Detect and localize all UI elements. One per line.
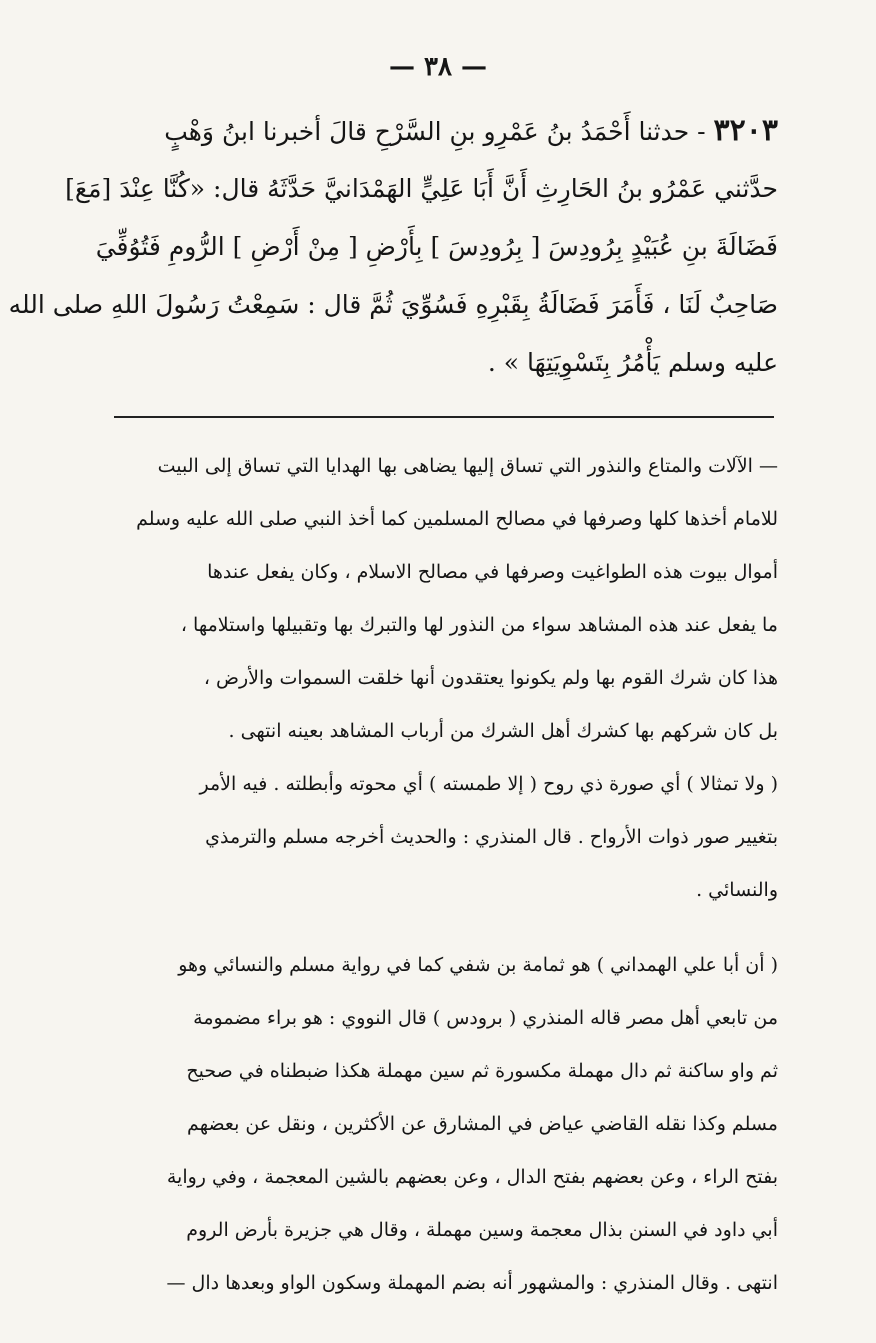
hadith-line: حدَّثني عَمْرُو بنُ الحَارِثِ أَنَّ أَبَا عَلِيٍّ الهَمْدَانيَّ حَدَّثَهُ قال: «كُنَّا عِنْدَ [مَعَ] xyxy=(65,174,778,203)
commentary-line: ( أن أبا علي الهمداني ) هو ثمامة بن شفي كما في رواية مسلم والنسائي وهو xyxy=(178,954,778,976)
page-number: — ٣٨ — xyxy=(388,52,488,82)
commentary-line: ثم واو ساكنة ثم دال مهملة مكسورة ثم سين مهملة هكذا ضبطناه في صحيح xyxy=(186,1060,778,1082)
hadith-block xyxy=(8,102,778,392)
footnote-divider xyxy=(114,416,774,418)
commentary-line: ( ولا تمثالا ) أي صورة ذي روح ( إلا طمسته ) أي محوته وأبطلته . فيه الأمر xyxy=(199,773,778,795)
commentary-line: أموال بيوت هذه الطواغيت وصرفها في مصالح الاسلام ، وكان يفعل عندها xyxy=(207,561,778,583)
commentary-line: بل كان شركهم بها كشرك أهل الشرك من أرباب المشاهد بعينه انتهى . xyxy=(228,720,778,742)
commentary-line: ما يفعل عند هذه المشاهد سواء من النذور لها والتبرك بها وتقبيلها واستلامها ، xyxy=(180,614,778,636)
commentary-line: والنسائي . xyxy=(696,879,778,901)
hadith-number: ٣٢٠٣ xyxy=(713,113,778,148)
commentary-line: هذا كان شرك القوم بها ولم يكونوا يعتقدون أنها خلقت السموات والأرض ، xyxy=(203,667,778,689)
commentary-line: بتغيير صور ذوات الأرواح . قال المنذري : والحديث أخرجه مسلم والترمذي xyxy=(205,826,778,848)
hadith-line: صَاحِبٌ لَنَا ، فَأَمَرَ فَضَالَةُ بِقَبْرِهِ فَسُوِّيَ ثُمَّ قال : سَمِعْتُ رَسُولَ اللهِ صلى الله xyxy=(8,290,778,319)
hadith-line xyxy=(110,102,778,160)
hadith-line: عليه وسلم يَأْمُرُ بِتَسْوِيَتِهَا » . xyxy=(487,348,778,377)
commentary-line: أبي داود في السنن بذال معجمة وسين مهملة ، وقال هي جزيرة بأرض الروم xyxy=(186,1219,778,1241)
hadith-text: - حدثنا أَحْمَدُ بنُ عَمْرِو بنِ السَّرْحِ قالَ أخبرنا ابنُ وَهْبٍ xyxy=(164,117,706,146)
commentary-block xyxy=(112,440,778,1310)
commentary-line: — الآلات والمتاع والنذور التي تساق إليها يضاهى بها الهدايا التي تساق إلى البيت xyxy=(157,455,778,477)
commentary-line: للامام أخذها كلها وصرفها في مصالح المسلمين كما أخذ النبي صلى الله عليه وسلم xyxy=(136,508,778,530)
hadith-line: فَضَالَةَ بنِ عُبَيْدٍ بِرُودِسَ [ بِرُودِسَ ] بِأَرْضِ [ مِنْ أَرْضِ ] الرُّومِ فَتُوُفِّيَ xyxy=(95,232,778,261)
commentary-line: من تابعي أهل مصر قاله المنذري ( برودس ) قال النووي : هو براء مضمومة xyxy=(193,1007,778,1029)
paragraph-gap xyxy=(112,917,778,939)
commentary-line: مسلم وكذا نقله القاضي عياض في المشارق عن الأكثرين ، ونقل عن بعضهم xyxy=(187,1113,778,1135)
commentary-line: بفتح الراء ، وعن بعضهم بفتح الدال ، وعن بعضهم بالشين المعجمة ، وفي رواية xyxy=(166,1166,778,1188)
commentary-line: انتهى . وقال المنذري : والمشهور أنه بضم المهملة وسكون الواو وبعدها دال — xyxy=(166,1272,778,1294)
